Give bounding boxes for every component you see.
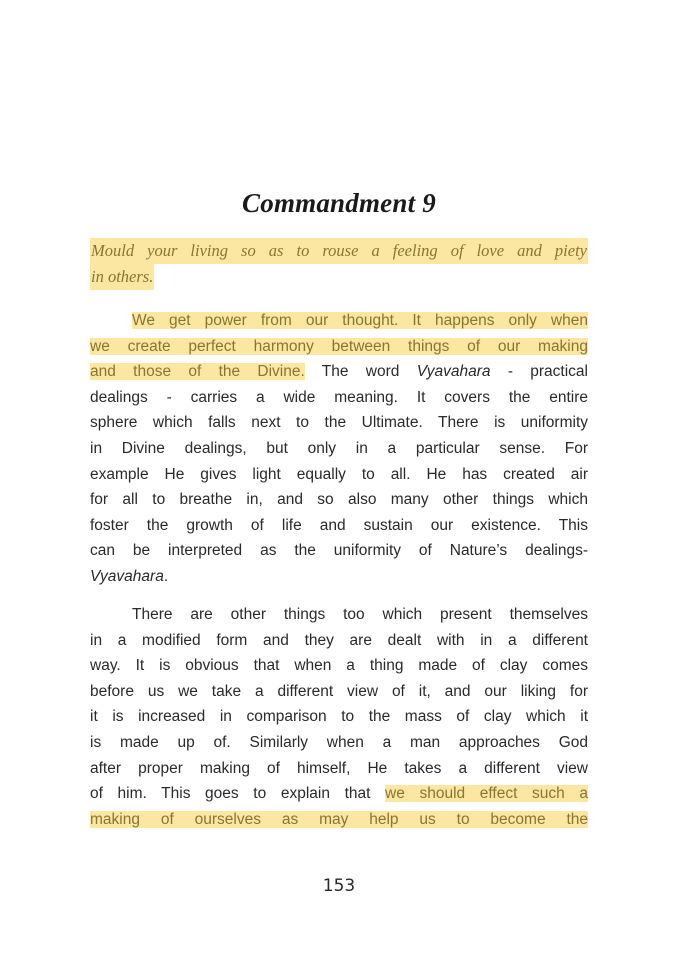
- highlighted-text: and those of the Divine.: [90, 363, 305, 381]
- text-line: sphere which falls next to the Ultimate. There is uniformity: [90, 414, 588, 432]
- chapter-title: Commandment 9: [242, 188, 436, 218]
- body-text-segment: - practical: [490, 363, 588, 381]
- text-line: way. It is obvious that when a thing made of clay comes: [90, 657, 588, 675]
- text-line: [90, 781, 588, 807]
- commandment-line: Mould your living so as to rouse a feeling of love and piety: [90, 238, 588, 264]
- page-number: 153: [322, 876, 356, 896]
- commandment-quote: [90, 238, 588, 290]
- paragraph-1: [90, 308, 588, 590]
- text-line: is made up of. Similarly when a man approaches God: [90, 733, 588, 751]
- text-line: [90, 807, 588, 833]
- highlighted-text: we should effect such a: [385, 785, 588, 803]
- text-line: [90, 334, 588, 360]
- text-line: before us we take a different view of it, and our liking for: [90, 682, 588, 700]
- paragraph-2: [90, 602, 588, 832]
- emphasis-text: Vyavahara: [90, 567, 164, 585]
- text-line: after proper making of himself, He takes a different view: [90, 759, 588, 777]
- text-line: [90, 308, 588, 334]
- text-line: [90, 564, 588, 590]
- highlighted-text: We get power from our thought. It happens only when: [132, 312, 588, 329]
- body-text-segment: .: [163, 567, 169, 585]
- text-line: example He gives light equally to all. He has created air: [90, 465, 588, 483]
- text-line: in a modified form and they are dealt with in a different: [90, 631, 588, 649]
- body-text-segment: of him. This goes to explain that: [90, 785, 386, 803]
- commandment-line: in others.: [90, 264, 154, 290]
- body-text-segment: The word: [304, 363, 417, 381]
- text-line: can be interpreted as the uniformity of Nature’s dealings-: [90, 542, 588, 560]
- highlighted-text: making of ourselves as may help us to become the: [90, 810, 588, 828]
- text-line: foster the growth of life and sustain our existence. This: [90, 516, 588, 534]
- text-line: for all to breathe in, and so also many other things which: [90, 491, 588, 509]
- text-line: in Divine dealings, but only in a particular sense. For: [90, 439, 588, 457]
- text-line: There are other things too which present themselves: [132, 606, 588, 623]
- text-line: [90, 359, 588, 385]
- emphasis-text: Vyavahara: [416, 363, 491, 381]
- highlighted-text: we create perfect harmony between things of our making: [90, 337, 588, 355]
- text-line: it is increased in comparison to the mass of clay which it: [90, 708, 588, 726]
- text-line: dealings - carries a wide meaning. It covers the entire: [90, 388, 588, 406]
